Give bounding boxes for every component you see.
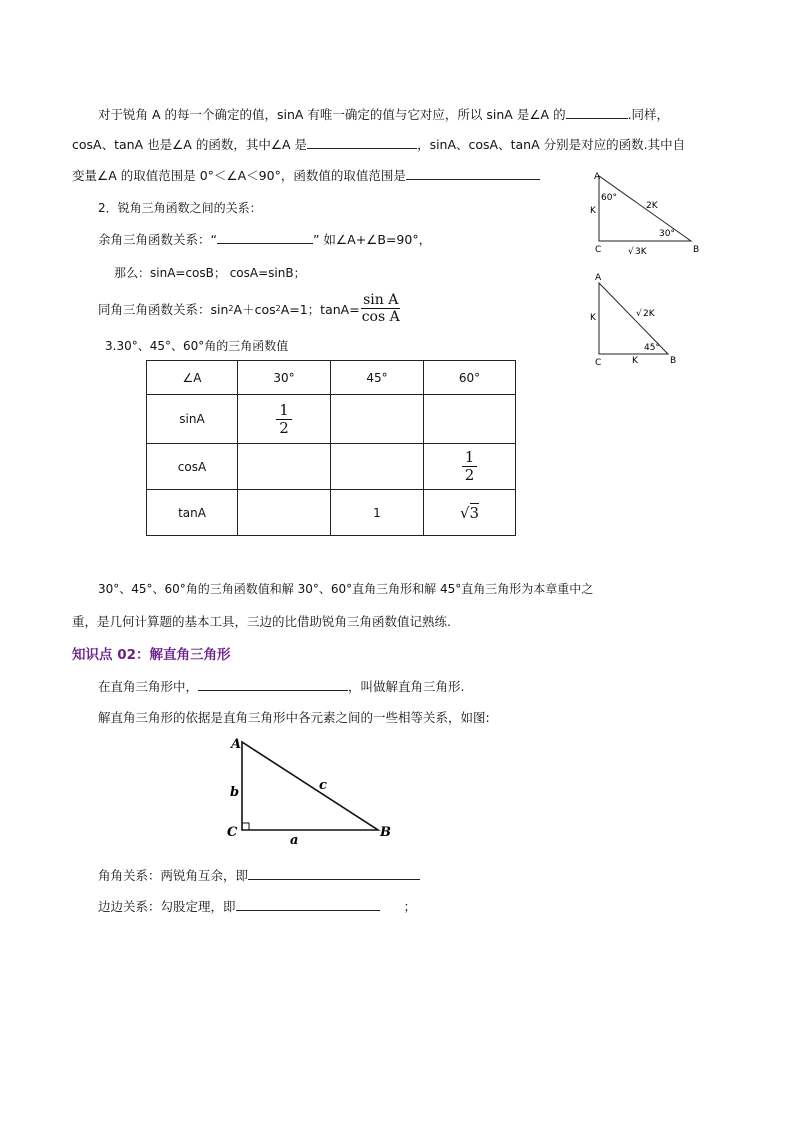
fig1-label-A: A bbox=[594, 172, 601, 182]
same-end: A=1；tanA= bbox=[280, 301, 360, 317]
note-line2: 重，是几何计算题的基本工具，三边的比借助锐角三角函数值记熟练. bbox=[72, 614, 451, 629]
cos60-num: 1 bbox=[462, 449, 478, 467]
fig2-side-AB: 2K bbox=[643, 309, 655, 319]
cell-tan60 bbox=[424, 490, 516, 536]
para1-line1 bbox=[98, 105, 669, 123]
table-header-45: 45° bbox=[331, 361, 424, 395]
row-label-cos: cosA bbox=[147, 444, 238, 490]
fig1-side-AB: 2K bbox=[646, 201, 658, 211]
sin30-fraction bbox=[276, 402, 292, 437]
fig2-side-AC: K bbox=[590, 313, 596, 323]
cell-sin60[interactable] bbox=[424, 395, 516, 444]
fig3-side-a: a bbox=[290, 833, 299, 848]
fig3-label-A: A bbox=[231, 737, 242, 752]
para1-line1-end: .同样， bbox=[627, 107, 670, 122]
para1-line1-text: 对于锐角 A 的每一个确定的值，sinA 有唯一确定的值与它对应，所以 sinA 是∠A 的 bbox=[98, 107, 566, 122]
fig2-side-CB: K bbox=[632, 356, 638, 366]
blank-independent-variable[interactable] bbox=[307, 136, 417, 149]
knowledge-line1 bbox=[98, 677, 465, 695]
cell-sin45[interactable] bbox=[331, 395, 424, 444]
angle-relation bbox=[98, 866, 420, 884]
section2-title: 2．锐角三角函数之间的关系： bbox=[98, 201, 262, 215]
same-mid: A＋cos bbox=[233, 301, 276, 317]
complement-relation bbox=[98, 230, 431, 248]
fig2-angle-B: 45° bbox=[644, 343, 660, 353]
para1-line3-start: 变量∠A 的取值范围是 0°＜∠A＜90°，函数值的取值范围是 bbox=[72, 168, 406, 183]
triangle1-shape bbox=[599, 176, 691, 241]
same-start: 同角三角函数关系：sin bbox=[98, 301, 229, 317]
tan-fraction bbox=[360, 292, 402, 325]
para1-line2-end: ，sinA、cosA、tanA 分别是对应的函数.其中自 bbox=[417, 137, 686, 152]
side-relation-text: 边边关系：勾股定理，即 bbox=[98, 899, 236, 914]
side-relation-end: ； bbox=[403, 899, 417, 914]
cell-cos45[interactable] bbox=[331, 444, 424, 490]
blank-value-range[interactable] bbox=[406, 167, 540, 180]
cell-tan45: 1 bbox=[331, 490, 424, 536]
complement-start: 余角三角函数关系：“ bbox=[98, 232, 217, 247]
figure-45-triangle bbox=[588, 268, 688, 368]
sup-2-b: 2 bbox=[275, 304, 281, 313]
figure-30-60-triangle bbox=[588, 168, 708, 260]
knowledge-line1-start: 在直角三角形中， bbox=[98, 679, 199, 694]
fig1-side-BC: 3K bbox=[635, 247, 647, 257]
fig1-angle-A: 60° bbox=[601, 193, 617, 203]
para1-line2 bbox=[72, 135, 685, 153]
fig1-sqrt-icon: √ bbox=[628, 247, 634, 257]
right-angle-mark-icon bbox=[242, 823, 249, 830]
table-header-60: 60° bbox=[424, 361, 516, 395]
cos60-den: 2 bbox=[464, 466, 475, 484]
fig2-label-C: C bbox=[595, 358, 602, 368]
fig3-label-C: C bbox=[227, 825, 238, 840]
tan-numerator: sin A bbox=[363, 292, 399, 308]
blank-side-relation[interactable] bbox=[236, 898, 380, 911]
cell-cos60 bbox=[424, 444, 516, 490]
blank-complement-relation[interactable] bbox=[217, 231, 313, 244]
fig3-label-B: B bbox=[380, 825, 391, 840]
fig2-label-B: B bbox=[670, 356, 677, 366]
tan-denominator: cos A bbox=[361, 309, 400, 325]
fig2-label-A: A bbox=[595, 273, 602, 283]
note-line1: 30°、45°、60°角的三角函数值和解 30°、60°直角三角形和解 45°直角三角形为本章重中之 bbox=[98, 582, 594, 596]
para1-line2-start: cosA、tanA 也是∠A 的函数，其中∠A 是 bbox=[72, 137, 308, 152]
fig1-angle-B: 30° bbox=[659, 229, 675, 239]
fig1-label-B: B bbox=[693, 245, 700, 255]
fig1-side-AC: K bbox=[590, 206, 596, 216]
knowledge-line2: 解直角三角形的依据是直角三角形中各元素之间的一些相等关系，如图: bbox=[98, 710, 490, 725]
knowledge-heading: 知识点 02：解直角三角形 bbox=[72, 647, 231, 663]
section3-title: 3.30°、45°、60°角的三角函数值 bbox=[105, 339, 289, 353]
sin30-num: 1 bbox=[276, 402, 292, 420]
cell-sin30 bbox=[238, 395, 331, 444]
blank-angle-relation[interactable] bbox=[248, 867, 420, 880]
sin30-den: 2 bbox=[279, 418, 289, 437]
cos60-fraction bbox=[462, 449, 478, 484]
table-header-30: 30° bbox=[238, 361, 331, 395]
tan60-radicand: 3 bbox=[469, 503, 480, 522]
side-relation bbox=[98, 897, 416, 915]
fig3-side-c: c bbox=[319, 778, 327, 793]
cell-tan30[interactable] bbox=[238, 490, 331, 536]
fig3-side-b: b bbox=[230, 785, 240, 800]
trig-values-table bbox=[146, 360, 516, 536]
sqrt-icon: √ bbox=[459, 503, 470, 522]
knowledge-line1-end: ，叫做解直角三角形. bbox=[348, 679, 465, 694]
fig2-sqrt-icon: √ bbox=[636, 309, 642, 319]
fig1-label-C: C bbox=[595, 245, 602, 255]
figure-right-triangle bbox=[222, 732, 402, 850]
blank-solve-definition[interactable] bbox=[198, 678, 348, 691]
sup-2-a: 2 bbox=[228, 304, 234, 313]
then-relation: 那么：sinA=cosB； cosA=sinB； bbox=[114, 266, 306, 280]
complement-end: ” 如∠A+∠B=90°， bbox=[312, 232, 432, 247]
table-header-angle: ∠A bbox=[147, 361, 238, 395]
para1-line3 bbox=[72, 166, 540, 184]
blank-function-name[interactable] bbox=[566, 106, 628, 119]
cell-cos30[interactable] bbox=[238, 444, 331, 490]
angle-relation-text: 角角关系：两锐角互余，即 bbox=[98, 868, 249, 883]
triangle3-shape bbox=[242, 742, 378, 830]
same-angle-relation bbox=[98, 292, 402, 325]
row-label-tan: tanA bbox=[147, 490, 238, 536]
row-label-sin: sinA bbox=[147, 395, 238, 444]
